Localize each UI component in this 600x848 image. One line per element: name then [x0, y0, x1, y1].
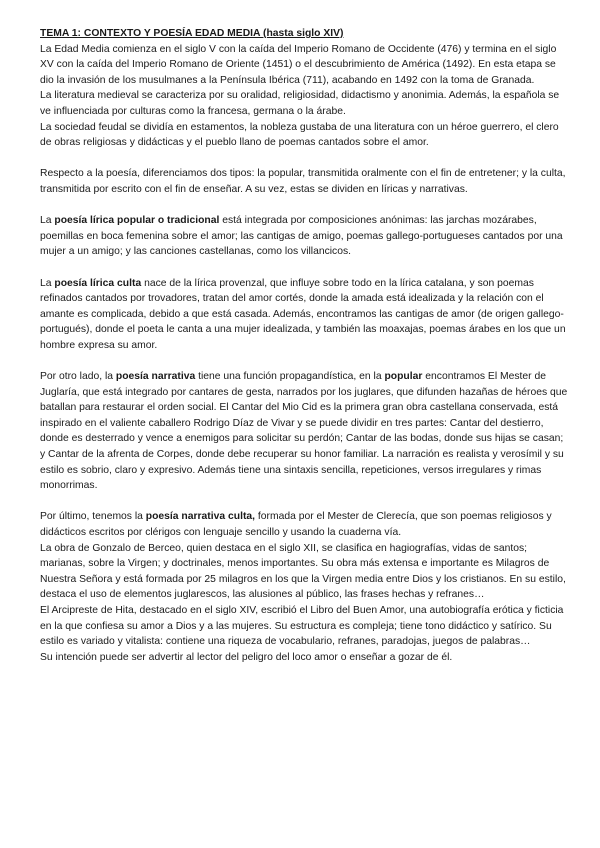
spacer [40, 494, 568, 510]
document-page [40, 26, 568, 665]
narrativa-paragraph [40, 369, 568, 494]
lirica-popular-paragraph [40, 213, 568, 260]
hita-paragraph: El Arcipreste de Hita, destacado en el siglo XIV, escribió el Libro del Buen Amor, una autobiografía erótica y ficticia en la que confiesa su amor a Dios y a las mujeres. Su estructura es compleja; tiene tono didáctico y satírico. Su estilo es variado y vitalista: contiene una riqueza de vocabulario, refranes, paradojas, juegos de palabras… [40, 604, 564, 648]
spacer [40, 198, 568, 214]
intro-paragraph-2: La literatura medieval se caracteriza por su oralidad, religiosidad, didactismo y anonimia. Además, la española se ve influenciada por culturas como la francesa, germana o la árabe. [40, 90, 560, 117]
intencion-paragraph: Su intención puede ser advertir al lector del peligro del loco amor o enseñar a gozar de él. [40, 651, 453, 663]
narrativa-mid: tiene una función propagandística, en la [195, 371, 385, 383]
narrativa-popular-term: popular [384, 371, 423, 383]
narrativa-term: poesía narrativa [115, 371, 196, 383]
lirica-popular-pre: La [40, 215, 55, 227]
intro-paragraph-1: La Edad Media comienza en el siglo V con la caída del Imperio Romano de Occidente (476) y termina en el siglo XV con la caída del Imperio Romano de Oriente (1451) o el descubrimiento de América (1492). En esta etapa se dio la invasión de los musulmanes a la Península Ibérica (711), acabando en 1492 con la toma de Granada. [40, 43, 557, 86]
lirica-culta-term: poesía lírica culta [54, 277, 142, 289]
narrativa-pre: Por otro lado, la [40, 371, 116, 383]
spacer [40, 151, 568, 167]
lirica-popular-text: está integrada por composiciones anónimas: las jarchas mozárabes, poemillas en boca femenina sobre el amor; las cantigas de amigo, poemas gallego-portugueses cantados por una mujer a un amigo; y las canciones castellanas, como los villancicos. [40, 215, 563, 258]
narrativa-text: encontramos El Mester de Juglaría, que está integrado por cantares de gesta, narrados por los juglares, que difunden hazañas de héroes que batallan para restaurar el orden social. El Cantar del Mio Cid es la primera gran obra castellana conservada, está inspirado en el valiente caballero Rodrigo Díaz de Vivar y se puede dividir en tres partes: Cantar del destierro, donde es desterrado y vence a enemigos para solicitar su perdón; Cantar de las bodas, donde sus hijas se casan; y Cantar de la afrenta de Corpes, donde debe recuperar su honor familiar. La narración es realista y verosímil y su estilo es sobrio, claro y expresivo. Además tiene una sintaxis sencilla, repeticiones, versos irregulares y rimas monorrimas. [40, 371, 568, 492]
narrativa-culta-pre: Por último, tenemos la [40, 511, 146, 523]
berceo-paragraph: La obra de Gonzalo de Berceo, quien destaca en el siglo XII, se clasifica en hagiografías, vidas de santos; marianas, sobre la Virgen; y doctrinales, menos importantes. Su obra más extensa e importante es Milagros de Nuestra Señora y está formada por 25 milagros en los que la Virgen media entre Dios y los cristianos. En su estilo, destaca el uso de elementos juglarescos, las alusiones al público, las frases hechas y refranes… [40, 542, 566, 601]
page-title: TEMA 1: CONTEXTO Y POESÍA EDAD MEDIA (hasta siglo XIV) [40, 28, 344, 39]
narrativa-culta-text: formada por el Mester de Clerecía, que son poemas religiosos y didácticos escritos por clérigos con lenguaje sencillo y usando la cuaderna vía. [40, 511, 552, 538]
narrativa-culta-paragraph [40, 509, 568, 540]
spacer [40, 260, 568, 276]
lirica-culta-text: nace de la lírica provenzal, que influye sobre todo en la lírica catalana, y son poemas refinados cantados por trovadores, tratan del amor cortés, donde la amada está idealizada y la relación con el amante es complicada, debido a que está casada. Además, encontramos las cantigas de amor (de origen gallego-portugués), donde el poeta le canta a una mujer idealizada, y también las moaxajas, poemas árabes en los que un hombre expresa su amor. [40, 277, 566, 351]
poetry-types-paragraph: Respecto a la poesía, diferenciamos dos tipos: la popular, transmitida oralmente con el fin de entretener; y la culta, transmitida por escrito con el fin de enseñar. A su vez, estas se dividen en líricas y narrativas. [40, 168, 566, 195]
narrativa-culta-term: poesía narrativa culta, [145, 511, 256, 523]
lirica-culta-pre: La [40, 277, 55, 289]
lirica-popular-term: poesía lírica popular o tradicional [54, 215, 220, 227]
intro-paragraph-3: La sociedad feudal se dividía en estamentos, la nobleza gustaba de una literatura con un héroe guerrero, el clero de obras religiosas y didácticas y el pueblo llano de poemas cantados sobre el amor. [40, 121, 559, 149]
spacer [40, 353, 568, 369]
lirica-culta-paragraph [40, 276, 568, 354]
